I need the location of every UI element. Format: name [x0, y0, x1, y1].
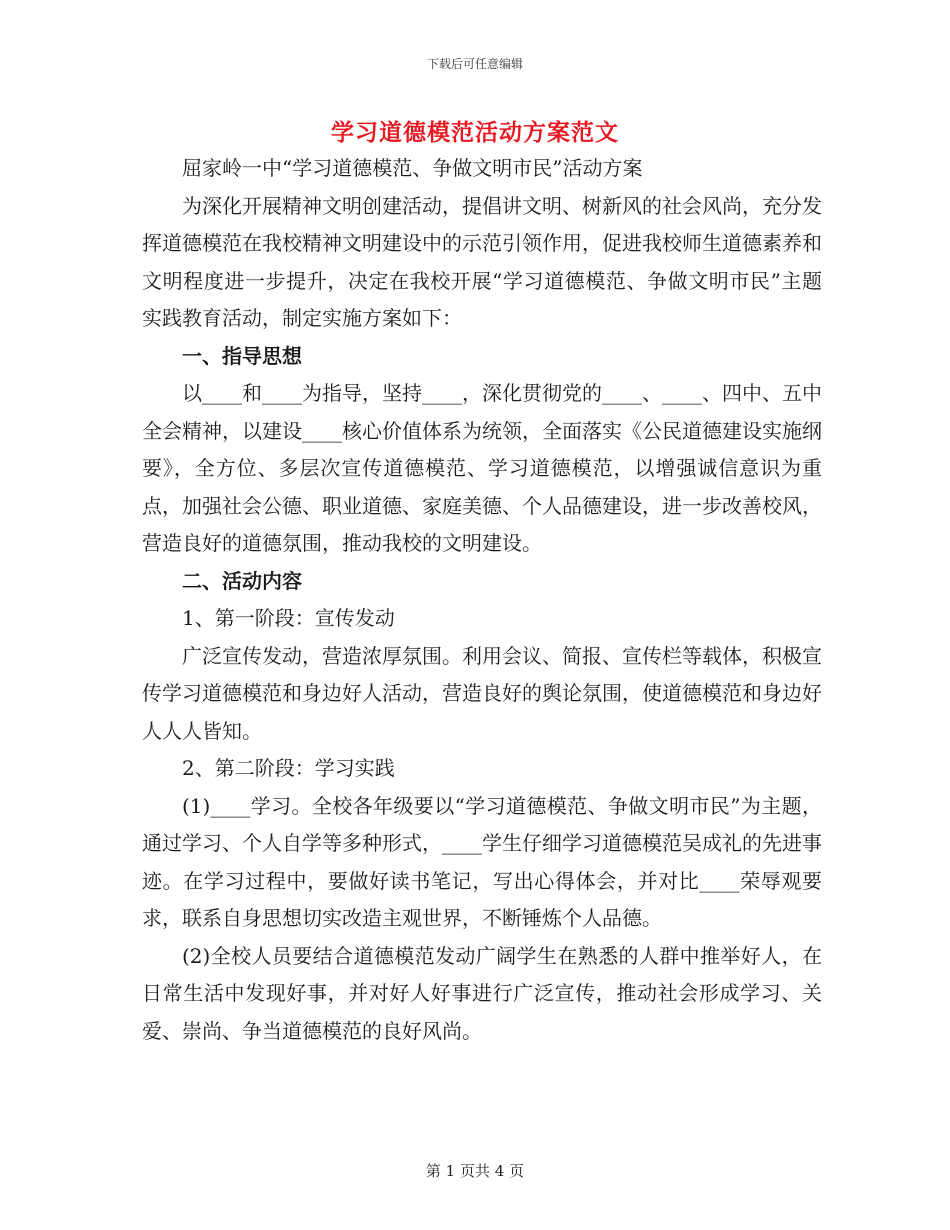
stage-two-item-1: (1)____学习。全校各年级要以“学习道德模范、争做文明市民”为主题，通过学习、个人自学等多种形式，____学生仔细学习道德模范吴成礼的先进事迹。在学习过程中，要做好读书笔记，写出心得体会，并对比____荣辱观要求，联系自身思想切实改造主观世界，不断锤炼个人品德。 [142, 793, 822, 930]
header-note: 下载后可任意编辑 [426, 57, 523, 71]
stage-two-item-2: (2)全校人员要结合道德模范发动广阔学生在熟悉的人群中推举好人，在日常生活中发现好事，并对好人好事进行广泛宣传，推动社会形成学习、关爱、崇尚、争当道德模范的良好风尚。 [142, 943, 822, 1043]
document-title: 学习道德模范活动方案范文 [331, 119, 619, 146]
stage-one-paragraph: 广泛宣传发动，营造浓厚氛围。利用会议、简报、宣传栏等载体，积极宣传学习道德模范和身边好人活动，营造良好的舆论氛围，使道德模范和身边好人人人皆知。 [142, 643, 822, 743]
section-heading-guiding-ideology: 一、指导思想 [182, 343, 302, 368]
stage-one-heading: 1、第一阶段：宣传发动 [182, 606, 395, 630]
document-body [142, 150, 822, 1050]
section-heading-activity-content: 二、活动内容 [182, 568, 302, 593]
stage-two-heading: 2、第二阶段：学习实践 [182, 756, 395, 780]
guiding-ideology-paragraph: 以____和____为指导，坚持____，深化贯彻党的____、____、四中、五中全会精神，以建设____核心价值体系为统领，全面落实《公民道德建设实施纲要》，全方位、多层次宣传道德模范、学习道德模范，以增强诚信意识为重点，加强社会公德、职业道德、家庭美德、个人品德建设，进一步改善校风，营造良好的道德氛围，推动我校的文明建设。 [142, 381, 822, 555]
page-number: 第 1 页共 4 页 [425, 1162, 525, 1180]
subtitle-paragraph: 屈家岭一中“学习道德模范、争做文明市民”活动方案 [182, 156, 643, 180]
intro-paragraph: 为深化开展精神文明创建活动，提倡讲文明、树新风的社会风尚，充分发挥道德模范在我校精神文明建设中的示范引领作用，促进我校师生道德素养和文明程度进一步提升，决定在我校开展“学习道德模范、争做文明市民”主题实践教育活动，制定实施方案如下： [142, 193, 822, 330]
